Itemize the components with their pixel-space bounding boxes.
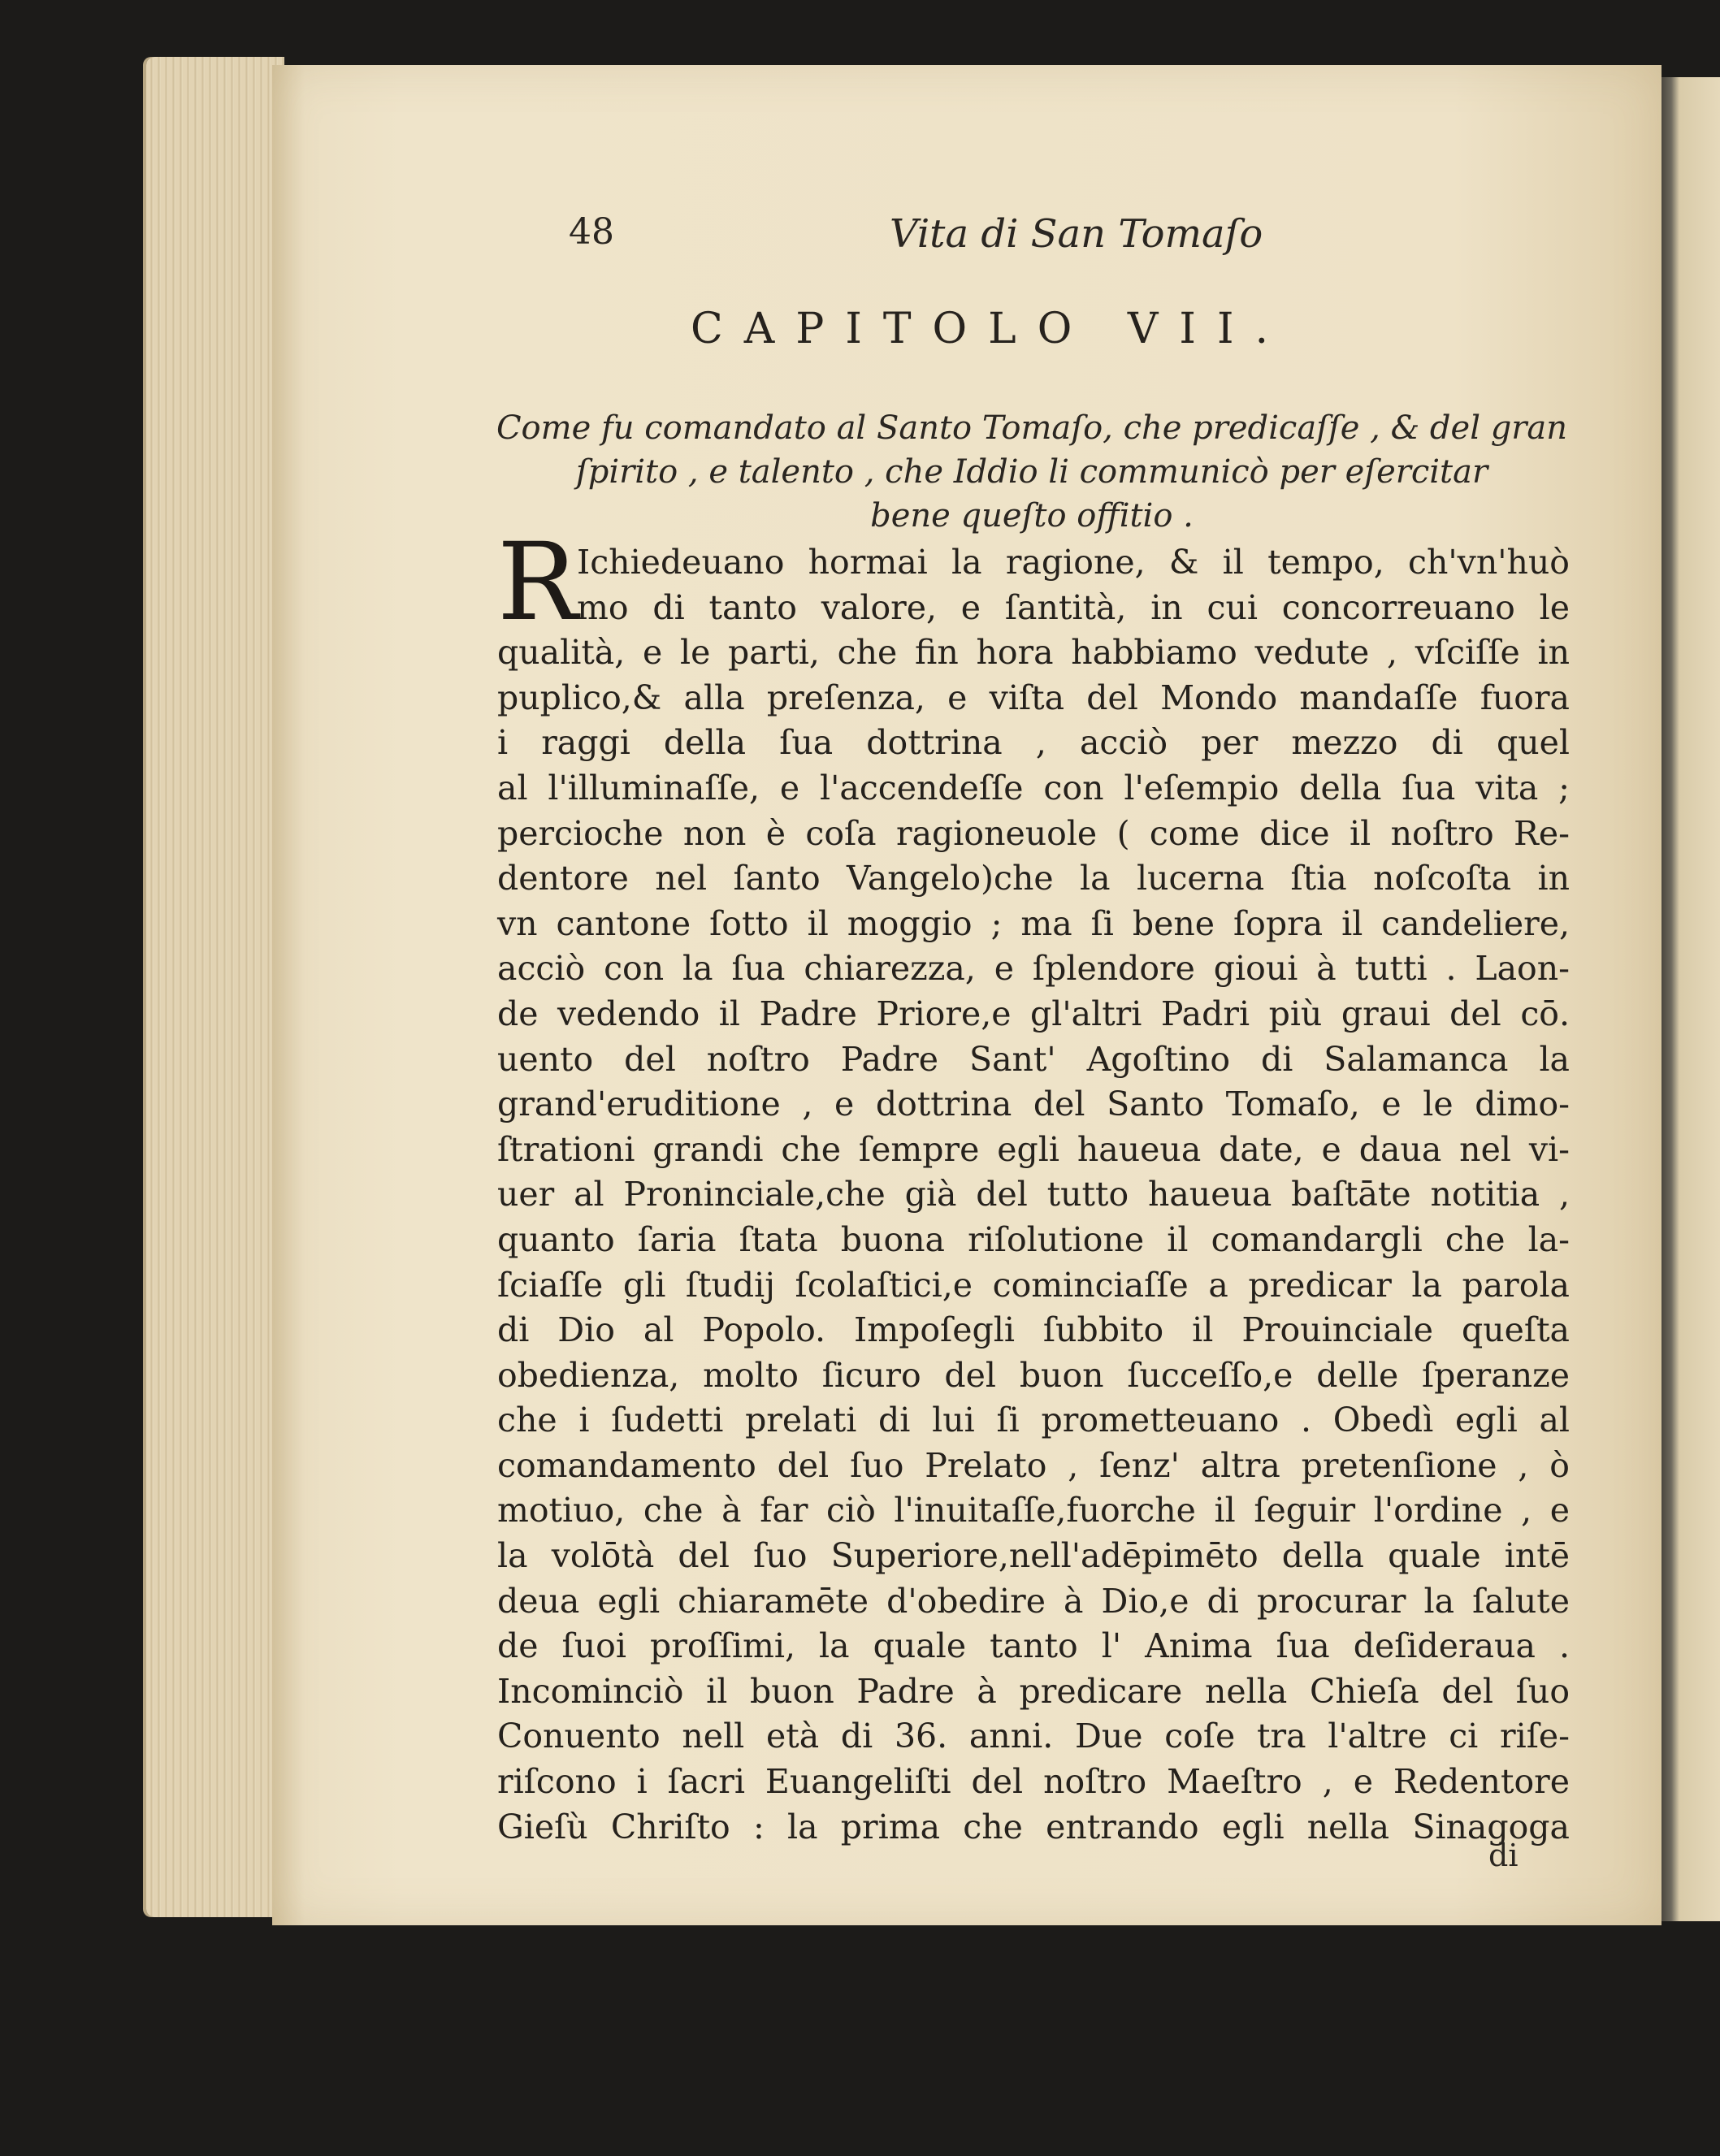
text-line: quanto ſaria ſtata buona riſolutione il comandargli che la- xyxy=(497,1219,1570,1259)
chapter-summary xyxy=(487,406,1576,538)
text-line: motiuo, che à far ciò l'inuitaſſe,fuorche il ſeguir l'ordine , e xyxy=(497,1491,1570,1530)
text-line: obedienza, molto ſicuro del buon ſucceſſo,e delle ſperanze xyxy=(497,1355,1570,1395)
body-text xyxy=(497,540,1570,1850)
text-line: di Dio al Popolo. Impoſegli ſubbito il Prouinciale queſta xyxy=(497,1310,1570,1350)
summary-line: ſpirito , e talento , che Iddio li communicò per eſercitar xyxy=(575,453,1488,491)
text-line: riſcono i ſacri Euangeliſti del noſtro Maeſtro , e Redentore xyxy=(497,1762,1570,1802)
text-line: qualità, e le parti, che fin hora habbiamo vedute , vſciſſe in xyxy=(497,633,1570,673)
page-block-edge xyxy=(146,57,284,1917)
catchword: di xyxy=(1488,1838,1519,1873)
facing-page-edge xyxy=(1662,77,1720,1921)
text-line: de ſuoi proſſimi, la quale tanto l' Anima ſua deſideraua . xyxy=(497,1626,1570,1666)
text-line: dentore nel ſanto Vangelo)che la lucerna ſtia noſcoſta in xyxy=(497,859,1570,898)
text-line: i raggi della ſua dottrina , acciò per mezzo di quel xyxy=(497,723,1570,763)
text-line: al l'illuminaſſe, e l'accendeſſe con l'eſempio della ſua vita ; xyxy=(497,768,1570,807)
text-line: uer al Proninciale,che già del tutto haueua baſtāte notitia , xyxy=(497,1175,1570,1214)
text-line: percioche non è coſa ragioneuole ( come dice il noſtro Re- xyxy=(497,813,1570,853)
summary-line: Come fu comandato al Santo Tomaſo, che predicaſſe , & del gran xyxy=(496,409,1568,447)
text-line: vn cantone ſotto il moggio ; ma ſi bene ſopra il candeliere, xyxy=(497,903,1570,943)
text-line: la volōtà del ſuo Superiore,nell'adēpimēto della quale intē xyxy=(497,1536,1570,1576)
text-line: puplico,& alla preſenza, e viſta del Mondo mandaſſe fuora xyxy=(497,678,1570,717)
drop-cap: R xyxy=(497,520,578,645)
text-line: ſtrationi grandi che ſempre egli haueua date, e daua nel vi- xyxy=(497,1129,1570,1169)
text-line: comandamento del ſuo Prelato , ſenz' altra pretenſione , ò xyxy=(497,1445,1570,1485)
text-line: Conuento nell età di 36. anni. Due coſe tra l'altre ci riſe- xyxy=(497,1717,1570,1756)
text-line: uento del noſtro Padre Sant' Agoſtino di Salamanca la xyxy=(497,1039,1570,1079)
chapter-heading: CAPITOLO VII. xyxy=(691,305,1290,353)
text-line: Ichiedeuano hormai la ragione, & il tempo, ch'vn'huò xyxy=(577,543,1570,582)
page-number: 48 xyxy=(569,211,614,253)
summary-line: bene queſto offitio . xyxy=(870,497,1194,535)
text-line: Incominciò il buon Padre à predicare nella Chieſa del ſuo xyxy=(497,1671,1570,1711)
text-line: che i ſudetti prelati di lui ſi prometteuano . Obedì egli al xyxy=(497,1401,1570,1440)
text-line: mo di tanto valore, e ſantità, in cui concorreuano le xyxy=(577,587,1570,627)
running-title: Vita di San Tomaſo xyxy=(890,211,1263,257)
text-line: grand'eruditione , e dottrina del Santo Tomaſo, e le dimo- xyxy=(497,1084,1570,1124)
text-line: ſciaſſe gli ſtudij ſcolaſtici,e cominciaſſe a predicar la parola xyxy=(497,1265,1570,1305)
text-line: deua egli chiaramēte d'obedire à Dio,e di procurar la ſalute xyxy=(497,1581,1570,1621)
text-line: de vedendo il Padre Priore,e gl'altri Padri più graui del cō. xyxy=(497,994,1570,1033)
running-head xyxy=(569,211,1300,260)
text-line: acciò con la ſua chiarezza, e ſplendore gioui à tutti . Laon- xyxy=(497,949,1570,989)
text-line: Gieſù Chriſto : la prima che entrando egli nella Sinagoga xyxy=(497,1807,1570,1846)
